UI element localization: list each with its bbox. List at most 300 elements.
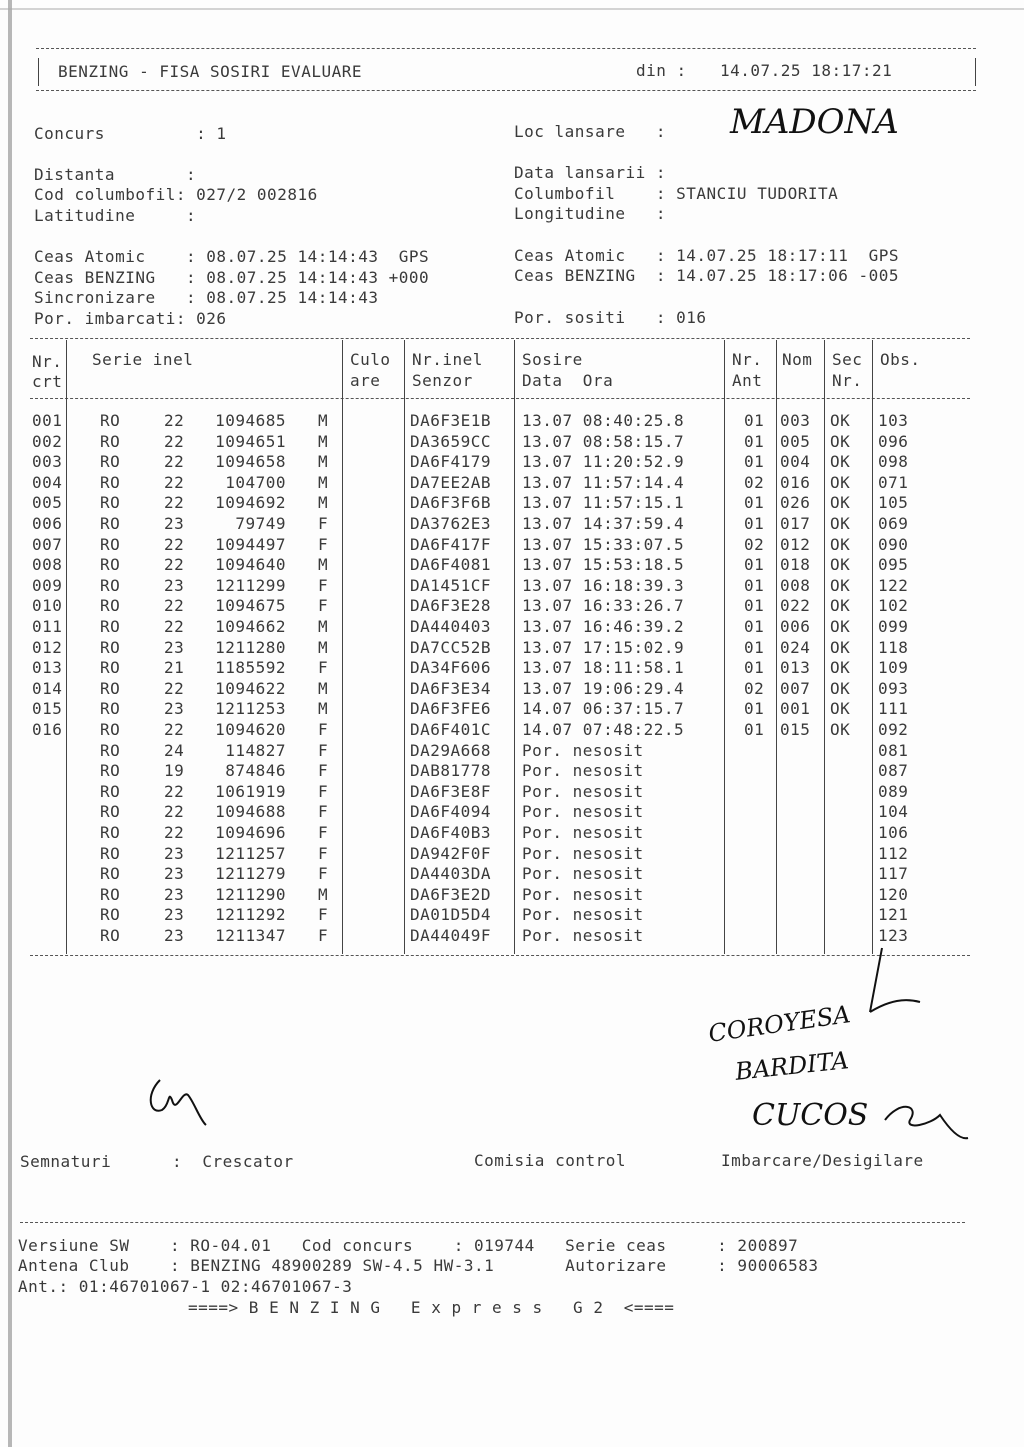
cell-obs: 093 xyxy=(878,678,909,698)
cell-sex: F xyxy=(318,802,329,822)
hdr-senzor: Senzor xyxy=(412,371,473,390)
cell-obs: 112 xyxy=(878,843,909,863)
cell-senzor: DA6F3E28 xyxy=(410,596,492,616)
cell-inel: 1094622 xyxy=(215,678,286,698)
cell-tara: RO xyxy=(100,802,121,822)
cell-tara: RO xyxy=(100,575,121,595)
cell-tara: RO xyxy=(100,864,121,884)
cell-nom: 018 xyxy=(780,555,811,575)
cell-an: 23 xyxy=(164,699,185,719)
cell-nom: 024 xyxy=(780,637,811,657)
cell-tara: RO xyxy=(100,411,121,430)
cell-sosire: 13.07 11:57:15.1 xyxy=(522,493,685,513)
cell-crt: 003 xyxy=(32,452,63,472)
cell-sex: M xyxy=(318,411,329,430)
cell-obs: 089 xyxy=(878,781,909,801)
cell-sex: F xyxy=(318,864,329,884)
table-bottom-border xyxy=(30,955,970,956)
cell-ant: 01 xyxy=(744,699,765,719)
cell-crt: 001 xyxy=(32,411,63,430)
por-imbarcati-field: Por. imbarcati: 026 xyxy=(34,309,227,328)
cell-inel: 874846 xyxy=(225,761,286,781)
cell-sosire: 13.07 17:15:02.9 xyxy=(522,637,685,657)
columbofil-field: Columbofil : STANCIU TUDORITA xyxy=(514,184,839,203)
cell-nom: 005 xyxy=(780,431,811,451)
cell-sex: F xyxy=(318,534,329,554)
cell-an: 22 xyxy=(164,678,185,698)
cell-tara: RO xyxy=(100,740,121,760)
cell-tara: RO xyxy=(100,658,121,678)
cell-senzor: DA942F0F xyxy=(410,843,492,863)
cell-nom: 003 xyxy=(780,411,811,430)
cell-tara: RO xyxy=(100,617,121,636)
cell-senzor: DA7CC52B xyxy=(410,637,492,657)
por-sositi-field: Por. sositi : 016 xyxy=(514,308,707,327)
footer-line-2: Antena Club : BENZING 48900289 SW-4.5 HW-3.1 Autorizare : 90006583 xyxy=(18,1256,819,1275)
cell-an: 23 xyxy=(164,843,185,863)
col-sep-5 xyxy=(724,340,725,954)
cell-ant: 01 xyxy=(744,493,765,513)
cell-sex: F xyxy=(318,823,329,842)
cell-crt: 016 xyxy=(32,720,63,739)
cell-sec: OK xyxy=(830,534,851,554)
scan-edge xyxy=(8,0,12,1447)
cell-inel: 1211279 xyxy=(215,864,286,884)
cell-sec: OK xyxy=(830,431,851,451)
cell-sosire: 13.07 11:20:52.9 xyxy=(522,452,685,472)
header-right-border xyxy=(975,58,976,86)
cell-ant: 01 xyxy=(744,658,765,678)
cell-an: 21 xyxy=(164,658,185,678)
cell-senzor: DA29A668 xyxy=(410,740,492,760)
cell-tara: RO xyxy=(100,781,121,801)
cell-an: 23 xyxy=(164,514,185,533)
cell-inel: 104700 xyxy=(225,472,286,492)
cell-ant: 02 xyxy=(744,534,765,554)
cell-senzor: DA1451CF xyxy=(410,575,492,595)
cell-sosire: Por. nesosit xyxy=(522,761,644,781)
cell-sec: OK xyxy=(830,411,851,430)
cell-obs: 103 xyxy=(878,411,909,430)
cell-sex: F xyxy=(318,575,329,595)
cell-an: 22 xyxy=(164,781,185,801)
hdr-nr-ant: Nr. xyxy=(732,350,763,369)
cell-an: 22 xyxy=(164,411,185,430)
cell-an: 23 xyxy=(164,575,185,595)
hdr-sec: Sec xyxy=(832,350,863,369)
cell-nom: 022 xyxy=(780,596,811,616)
cell-obs: 104 xyxy=(878,802,909,822)
cell-inel: 1211257 xyxy=(215,843,286,863)
cell-ant: 01 xyxy=(744,411,765,430)
imbarcare-desigilare-label: Imbarcare/Desigilare xyxy=(721,1151,924,1170)
cell-an: 23 xyxy=(164,864,185,884)
cell-sosire: 13.07 19:06:29.4 xyxy=(522,678,685,698)
cell-obs: 092 xyxy=(878,720,909,739)
cell-crt: 002 xyxy=(32,431,63,451)
col-sep-4 xyxy=(514,340,515,954)
cell-nom: 026 xyxy=(780,493,811,513)
handwritten-signature-1: COROYESA xyxy=(706,1000,853,1048)
cell-tara: RO xyxy=(100,843,121,863)
hdr-data-ora: Data Ora xyxy=(522,371,614,390)
cell-an: 22 xyxy=(164,555,185,575)
cell-ant: 01 xyxy=(744,617,765,636)
col-sep-2 xyxy=(342,340,343,954)
cell-sec: OK xyxy=(830,575,851,595)
hdr-sosire: Sosire xyxy=(522,350,583,369)
cell-an: 22 xyxy=(164,534,185,554)
table-header-border xyxy=(30,398,970,399)
cell-an: 22 xyxy=(164,472,185,492)
report-timestamp: 14.07.25 18:17:21 xyxy=(720,61,893,80)
cell-inel: 1094696 xyxy=(215,823,286,842)
cucos-signature-flourish-icon xyxy=(880,1090,970,1150)
footer-separator xyxy=(20,1222,965,1223)
cell-obs: 087 xyxy=(878,761,909,781)
handwritten-signature-2: BARDITA xyxy=(733,1046,850,1086)
hdr-culo: Culo xyxy=(350,350,391,369)
cell-senzor: DA6F3E8F xyxy=(410,781,492,801)
cell-inel: 1094688 xyxy=(215,802,286,822)
cell-an: 22 xyxy=(164,596,185,616)
cell-tara: RO xyxy=(100,472,121,492)
cell-obs: 098 xyxy=(878,452,909,472)
cell-sec: OK xyxy=(830,720,851,739)
cell-sosire: Por. nesosit xyxy=(522,781,644,801)
col-sep-7 xyxy=(824,340,825,954)
cell-obs: 121 xyxy=(878,905,909,925)
cell-obs: 071 xyxy=(878,472,909,492)
cell-senzor: DA6F40B3 xyxy=(410,823,492,842)
cell-an: 22 xyxy=(164,802,185,822)
cell-tara: RO xyxy=(100,905,121,925)
cell-ant: 01 xyxy=(744,514,765,533)
cell-an: 22 xyxy=(164,823,185,842)
cell-senzor: DAB81778 xyxy=(410,761,492,781)
cell-crt: 013 xyxy=(32,658,63,678)
hdr-sec-nr: Nr. xyxy=(832,371,863,390)
cell-obs: 105 xyxy=(878,493,909,513)
cell-inel: 1094692 xyxy=(215,493,286,513)
header-bottom-border xyxy=(36,90,976,91)
cell-inel: 79749 xyxy=(235,514,286,533)
cell-sex: F xyxy=(318,781,329,801)
cell-obs: 106 xyxy=(878,823,909,842)
cell-sex: M xyxy=(318,884,329,904)
cell-sec: OK xyxy=(830,555,851,575)
cell-tara: RO xyxy=(100,596,121,616)
cell-senzor: DA440403 xyxy=(410,617,492,636)
latitudine-field: Latitudine : xyxy=(34,206,197,225)
cell-crt: 012 xyxy=(32,637,63,657)
cell-obs: 111 xyxy=(878,699,909,719)
cell-sosire: Por. nesosit xyxy=(522,740,644,760)
cell-sosire: 13.07 18:11:58.1 xyxy=(522,658,685,678)
cell-crt: 015 xyxy=(32,699,63,719)
cell-crt: 011 xyxy=(32,617,63,636)
cell-inel: 1185592 xyxy=(215,658,286,678)
sincronizare-field: Sincronizare : 08.07.25 14:14:43 xyxy=(34,288,379,307)
cell-inel: 1211299 xyxy=(215,575,286,595)
cell-ant: 01 xyxy=(744,431,765,451)
cell-tara: RO xyxy=(100,761,121,781)
cell-sec: OK xyxy=(830,637,851,657)
cell-senzor: DA6F3F6B xyxy=(410,493,492,513)
hdr-serie-inel: Serie inel xyxy=(92,350,194,369)
cell-obs: 109 xyxy=(878,658,909,678)
cell-sosire: 13.07 16:46:39.2 xyxy=(522,617,685,636)
comisia-control-label: Comisia control xyxy=(474,1151,626,1170)
cell-obs: 095 xyxy=(878,555,909,575)
cell-senzor: DA6F3E2D xyxy=(410,884,492,904)
footer-line-3: Ant.: 01:46701067-1 02:46701067-3 xyxy=(18,1277,353,1296)
cell-sosire: 14.07 07:48:22.5 xyxy=(522,720,685,739)
cell-crt: 010 xyxy=(32,596,63,616)
cell-inel: 114827 xyxy=(225,740,286,760)
cell-obs: 069 xyxy=(878,514,909,533)
cell-sec: OK xyxy=(830,658,851,678)
hdr-obs: Obs. xyxy=(880,350,921,369)
cell-sosire: 13.07 15:53:18.5 xyxy=(522,555,685,575)
ceas-benzing-left: Ceas BENZING : 08.07.25 14:14:43 +000 xyxy=(34,268,430,287)
cell-inel: 1094497 xyxy=(215,534,286,554)
cell-senzor: DA4403DA xyxy=(410,864,492,884)
cell-crt: 009 xyxy=(32,575,63,595)
cell-obs: 123 xyxy=(878,926,909,945)
cell-sosire: Por. nesosit xyxy=(522,926,644,945)
cell-sec: OK xyxy=(830,493,851,513)
cell-obs: 102 xyxy=(878,596,909,616)
hdr-nom: Nom xyxy=(782,350,813,369)
cell-senzor: DA44049F xyxy=(410,926,492,945)
cell-senzor: DA6F401C xyxy=(410,720,492,739)
cell-sex: F xyxy=(318,926,329,945)
report-title: BENZING - FISA SOSIRI EVALUARE xyxy=(58,62,362,81)
cell-sex: F xyxy=(318,514,329,533)
cell-sosire: Por. nesosit xyxy=(522,823,644,842)
cell-inel: 1094675 xyxy=(215,596,286,616)
cell-ant: 01 xyxy=(744,452,765,472)
cell-crt: 004 xyxy=(32,472,63,492)
cell-ant: 01 xyxy=(744,720,765,739)
cell-nom: 015 xyxy=(780,720,811,739)
cell-an: 22 xyxy=(164,493,185,513)
cell-sosire: Por. nesosit xyxy=(522,843,644,863)
cell-senzor: DA34F606 xyxy=(410,658,492,678)
cell-sex: M xyxy=(318,637,329,657)
cell-sosire: Por. nesosit xyxy=(522,905,644,925)
cell-inel: 1094658 xyxy=(215,452,286,472)
cell-nom: 008 xyxy=(780,575,811,595)
cell-crt: 014 xyxy=(32,678,63,698)
cell-senzor: DA3762E3 xyxy=(410,514,492,533)
ceas-atomic-right: Ceas Atomic : 14.07.25 18:17:11 GPS xyxy=(514,246,900,265)
cell-sosire: 13.07 15:33:07.5 xyxy=(522,534,685,554)
header-left-border xyxy=(38,58,39,86)
cell-sex: F xyxy=(318,740,329,760)
cell-sec: OK xyxy=(830,472,851,492)
cell-nom: 013 xyxy=(780,658,811,678)
cell-ant: 01 xyxy=(744,637,765,657)
cell-obs: 122 xyxy=(878,575,909,595)
cell-an: 24 xyxy=(164,740,185,760)
cell-an: 23 xyxy=(164,884,185,904)
hdr-crt: crt xyxy=(32,372,63,391)
cell-senzor: DA6F3E1B xyxy=(410,411,492,430)
cell-sex: F xyxy=(318,720,329,739)
cell-sosire: 13.07 11:57:14.4 xyxy=(522,472,685,492)
cell-inel: 1211292 xyxy=(215,905,286,925)
cell-senzor: DA6F3E34 xyxy=(410,678,492,698)
cell-nom: 004 xyxy=(780,452,811,472)
col-sep-1 xyxy=(66,340,67,954)
cell-inel: 1211280 xyxy=(215,637,286,657)
cell-nom: 001 xyxy=(780,699,811,719)
cell-tara: RO xyxy=(100,637,121,657)
cell-sex: F xyxy=(318,596,329,616)
cell-obs: 081 xyxy=(878,740,909,760)
cell-sex: M xyxy=(318,472,329,492)
cell-senzor: DA6F4179 xyxy=(410,452,492,472)
cell-an: 22 xyxy=(164,720,185,739)
footer-brand-line: ====> B E N Z I N G E x p r e s s G 2 <==== xyxy=(188,1298,675,1317)
footer-line-1: Versiune SW : RO-04.01 Cod concurs : 019744 Serie ceas : 200897 xyxy=(18,1236,799,1255)
cell-inel: 1211290 xyxy=(215,884,286,904)
cell-nom: 006 xyxy=(780,617,811,636)
cell-obs: 120 xyxy=(878,884,909,904)
cell-sec: OK xyxy=(830,617,851,636)
cell-an: 23 xyxy=(164,637,185,657)
cell-sosire: 13.07 08:58:15.7 xyxy=(522,431,685,451)
cell-inel: 1094651 xyxy=(215,431,286,451)
cell-senzor: DA6F4081 xyxy=(410,555,492,575)
cell-senzor: DA3659CC xyxy=(410,431,492,451)
cell-sosire: Por. nesosit xyxy=(522,864,644,884)
cell-nom: 007 xyxy=(780,678,811,698)
cell-an: 23 xyxy=(164,926,185,945)
ceas-atomic-left: Ceas Atomic : 08.07.25 14:14:43 GPS xyxy=(34,247,430,266)
cell-crt: 008 xyxy=(32,555,63,575)
cell-tara: RO xyxy=(100,431,121,451)
header-top-border xyxy=(36,48,976,49)
cell-inel: 1211253 xyxy=(215,699,286,719)
cell-tara: RO xyxy=(100,493,121,513)
loc-lansare-handwritten: MADONA xyxy=(730,102,899,142)
cell-tara: RO xyxy=(100,926,121,945)
signatures-label: Semnaturi : Crescator xyxy=(20,1152,294,1171)
loc-lansare-field: Loc lansare : xyxy=(514,122,666,141)
cell-nom: 016 xyxy=(780,472,811,492)
cell-ant: 01 xyxy=(744,575,765,595)
crescator-signature-icon xyxy=(140,1070,220,1130)
cell-sex: F xyxy=(318,905,329,925)
cell-sec: OK xyxy=(830,514,851,533)
cell-sosire: 13.07 16:33:26.7 xyxy=(522,596,685,616)
cell-inel: 1211347 xyxy=(215,926,286,945)
cell-sex: M xyxy=(318,555,329,575)
cell-ant: 02 xyxy=(744,678,765,698)
cell-tara: RO xyxy=(100,555,121,575)
cell-sex: F xyxy=(318,761,329,781)
cell-sex: M xyxy=(318,452,329,472)
col-sep-3 xyxy=(404,340,405,954)
cell-tara: RO xyxy=(100,884,121,904)
cell-sex: F xyxy=(318,658,329,678)
cell-nom: 017 xyxy=(780,514,811,533)
cell-sex: M xyxy=(318,678,329,698)
cell-crt: 007 xyxy=(32,534,63,554)
cell-tara: RO xyxy=(100,699,121,719)
cell-crt: 006 xyxy=(32,514,63,533)
signature-scribble-icon xyxy=(860,940,970,1050)
cell-sosire: 13.07 16:18:39.3 xyxy=(522,575,685,595)
cell-sec: OK xyxy=(830,596,851,616)
cell-sex: F xyxy=(318,843,329,863)
cell-nom: 012 xyxy=(780,534,811,554)
cell-senzor: DA6F3FE6 xyxy=(410,699,492,719)
col-sep-8 xyxy=(872,340,873,954)
cell-sec: OK xyxy=(830,699,851,719)
cell-sosire: Por. nesosit xyxy=(522,884,644,904)
cell-an: 22 xyxy=(164,617,185,636)
cell-inel: 1094685 xyxy=(215,411,286,430)
cell-an: 19 xyxy=(164,761,185,781)
cell-obs: 096 xyxy=(878,431,909,451)
scan-top-edge xyxy=(0,8,1024,10)
cell-an: 22 xyxy=(164,431,185,451)
cell-ant: 02 xyxy=(744,472,765,492)
cell-sex: M xyxy=(318,493,329,513)
cell-sosire: 14.07 06:37:15.7 xyxy=(522,699,685,719)
cell-sex: M xyxy=(318,617,329,636)
cell-sec: OK xyxy=(830,452,851,472)
col-sep-6 xyxy=(776,340,777,954)
hdr-ant: Ant xyxy=(732,371,763,390)
distanta-field: Distanta : xyxy=(34,165,197,184)
cell-tara: RO xyxy=(100,534,121,554)
cell-sosire: 13.07 08:40:25.8 xyxy=(522,411,685,430)
cell-obs: 099 xyxy=(878,617,909,636)
handwritten-signature-3: CUCOS xyxy=(752,1098,869,1133)
hdr-nr: Nr. xyxy=(32,352,63,371)
concurs-field: Concurs : 1 xyxy=(34,124,227,143)
cell-obs: 118 xyxy=(878,637,909,657)
cell-senzor: DA7EE2AB xyxy=(410,472,492,492)
cell-tara: RO xyxy=(100,823,121,842)
cell-inel: 1094620 xyxy=(215,720,286,739)
hdr-are: are xyxy=(350,371,381,390)
cell-inel: 1094662 xyxy=(215,617,286,636)
cell-sosire: 13.07 14:37:59.4 xyxy=(522,514,685,533)
cell-inel: 1061919 xyxy=(215,781,286,801)
cell-sosire: Por. nesosit xyxy=(522,802,644,822)
cell-ant: 01 xyxy=(744,596,765,616)
cell-senzor: DA01D5D4 xyxy=(410,905,492,925)
cell-tara: RO xyxy=(100,720,121,739)
cell-senzor: DA6F417F xyxy=(410,534,492,554)
hdr-nr-inel: Nr.inel xyxy=(412,350,483,369)
cell-tara: RO xyxy=(100,678,121,698)
din-label: din : xyxy=(636,61,687,80)
cell-obs: 090 xyxy=(878,534,909,554)
data-lansarii-field: Data lansarii : xyxy=(514,163,666,182)
cell-an: 23 xyxy=(164,905,185,925)
cell-tara: RO xyxy=(100,452,121,472)
table-top-border xyxy=(30,338,970,339)
cell-an: 22 xyxy=(164,452,185,472)
cell-crt: 005 xyxy=(32,493,63,513)
